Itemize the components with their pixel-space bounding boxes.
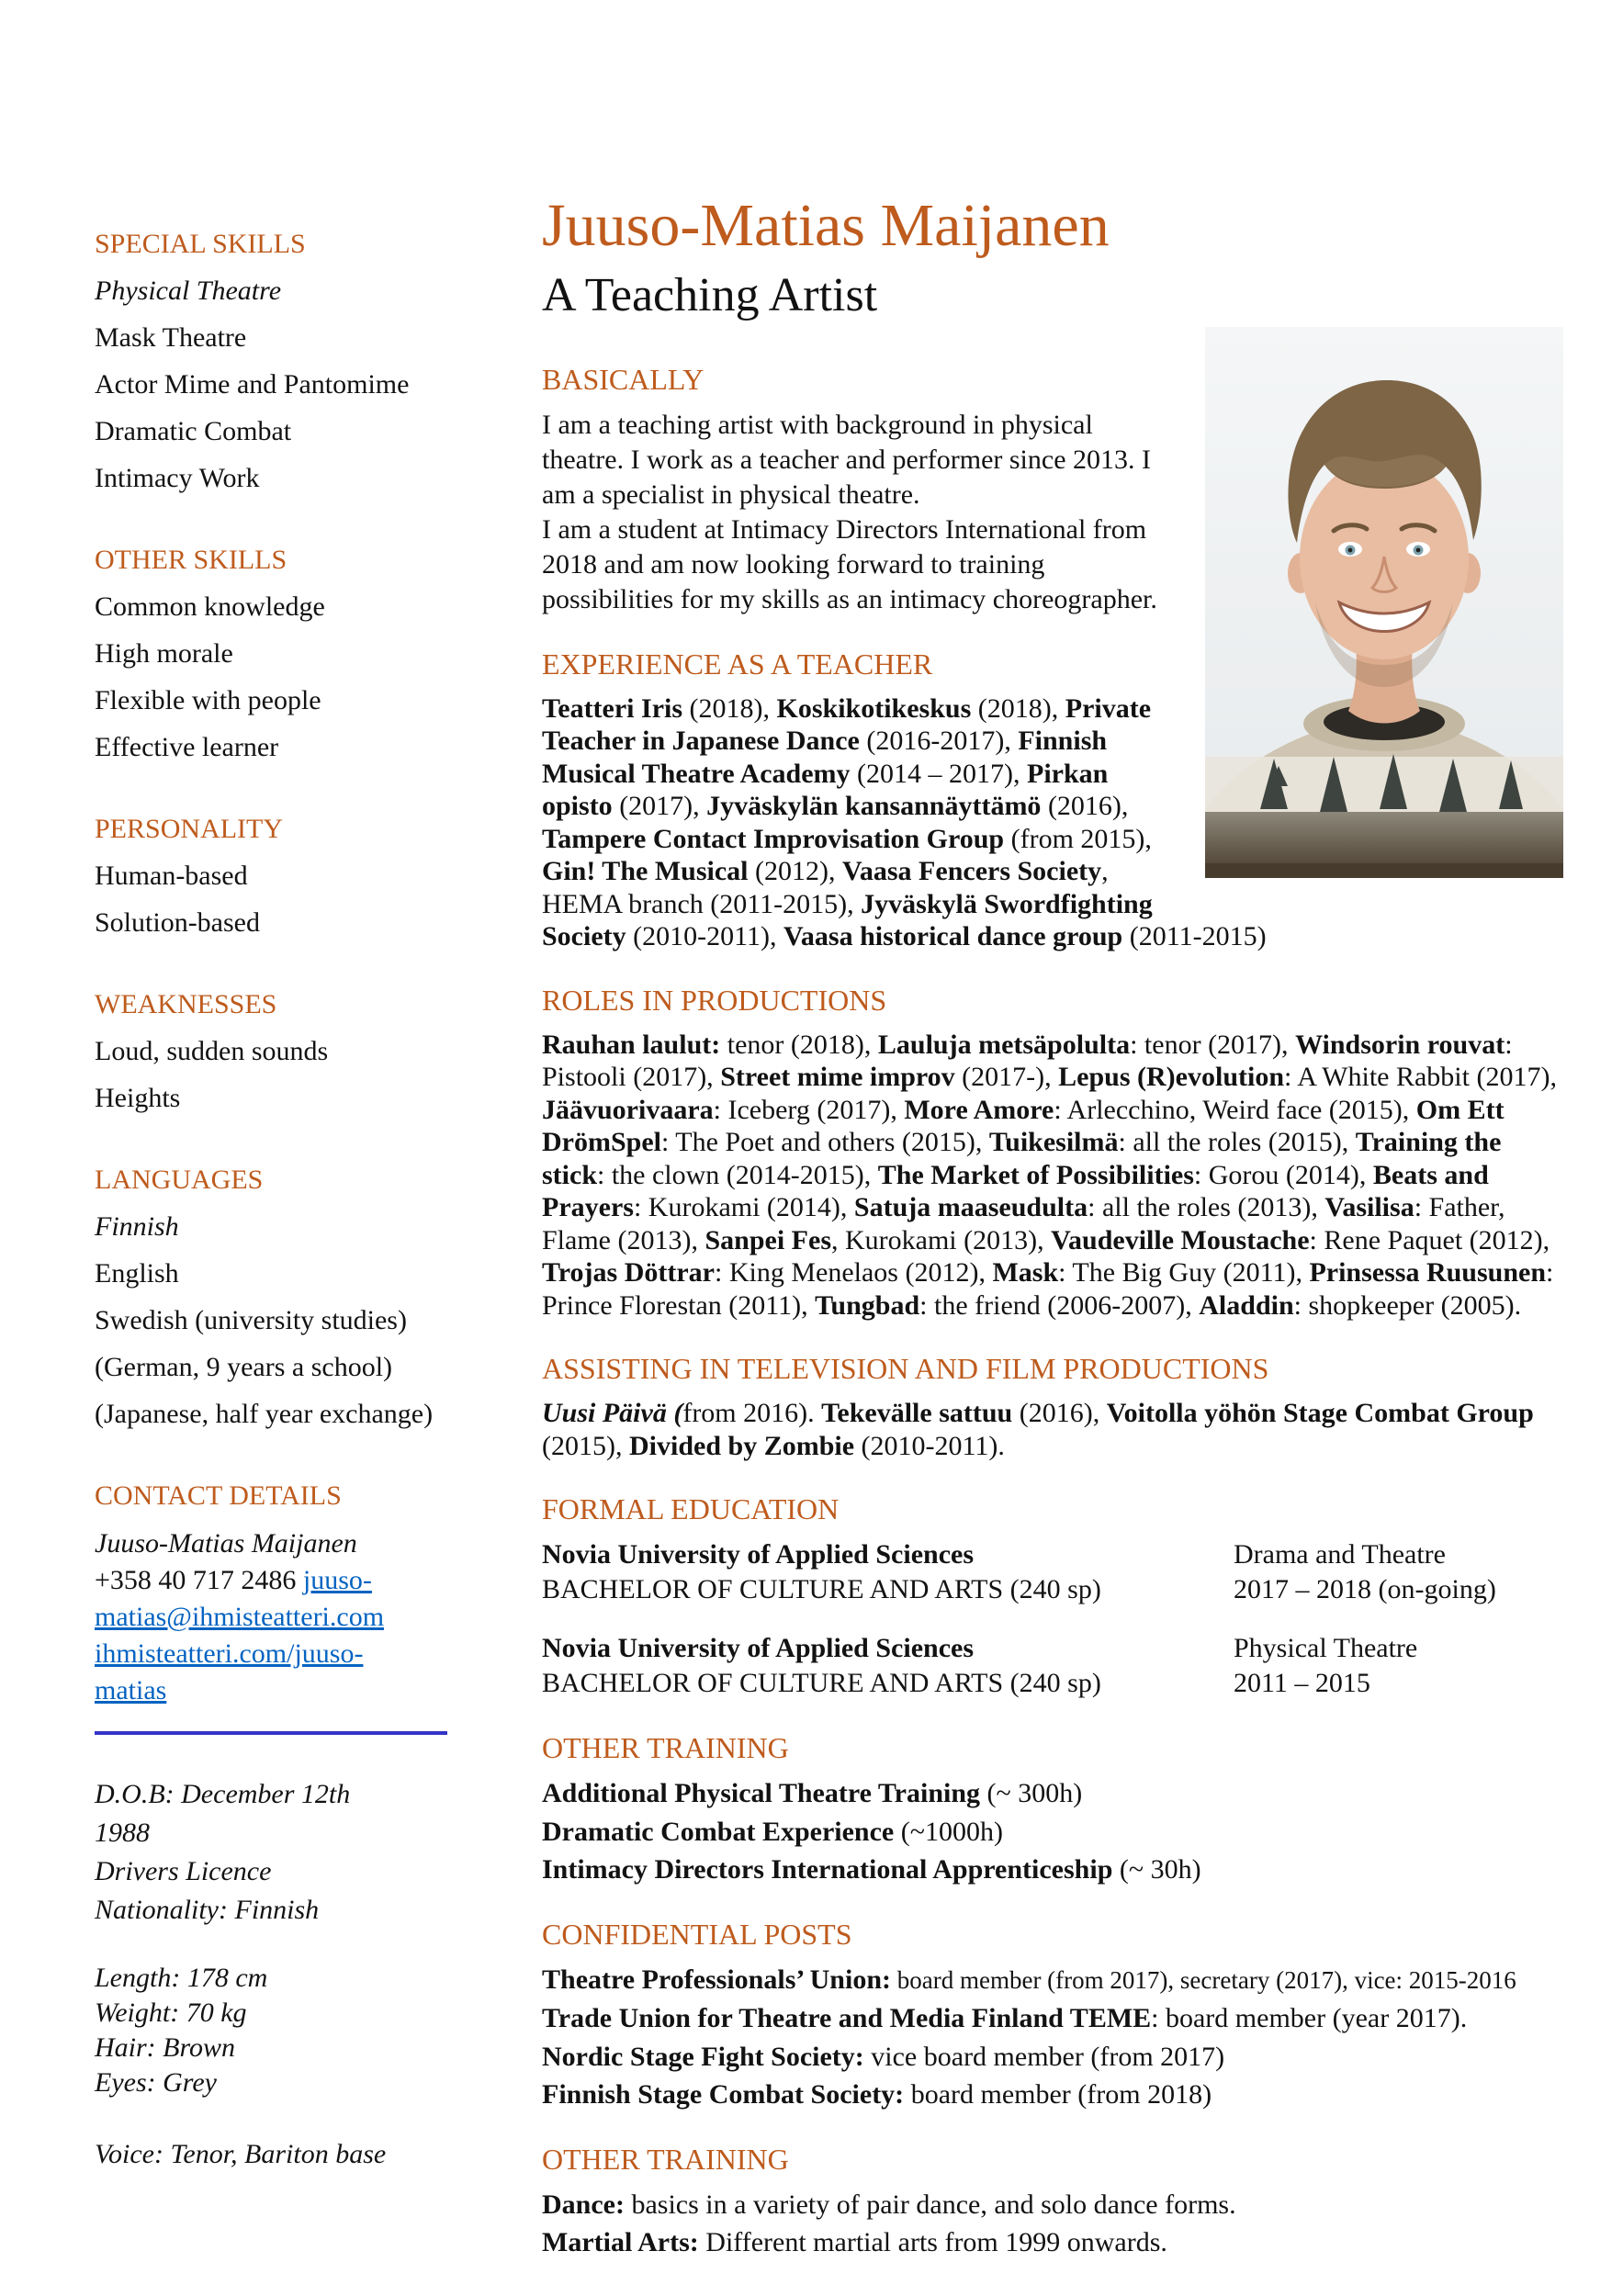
text-segment: Lepus (R)evolution	[1058, 1062, 1285, 1093]
text-segment: Tampere Contact Improvisation Group	[542, 823, 1005, 854]
text-segment: Jyväskylä Swordfighting Society	[542, 888, 1153, 952]
text-segment: Common knowledge	[95, 591, 325, 622]
text-segment: Prinsessa Ruusunen	[1309, 1257, 1547, 1289]
education-school: Novia University of Applied Sciences	[542, 1633, 974, 1664]
text-segment: (2010-2011),	[626, 921, 783, 952]
skill-item	[95, 461, 455, 496]
skill-item	[95, 730, 455, 765]
language-item	[95, 1210, 455, 1244]
licence-nationality-line: Drivers Licence Nationality: Finnish	[95, 1856, 320, 1925]
education-years: 2011 – 2015	[1234, 1668, 1370, 1699]
language-item	[95, 1350, 455, 1385]
personality-item	[95, 859, 455, 894]
text-segment: Dramatic Combat	[95, 416, 292, 446]
text-segment: Vaasa historical dance group	[783, 921, 1123, 952]
education-field: Physical Theatre	[1234, 1633, 1418, 1664]
weight-line: Weight: 70 kg	[95, 1998, 247, 2028]
text-segment: board member (from 2018)	[904, 2079, 1212, 2110]
portrait-photo	[1205, 327, 1563, 878]
text-segment: Martial Arts:	[542, 2227, 699, 2258]
education-left	[542, 1537, 1234, 1607]
length-line: Length: 178 cm	[95, 1963, 268, 1993]
education-right	[1234, 1537, 1563, 1607]
text-segment: (2016),	[1012, 1398, 1107, 1429]
text-segment: Satuja maaseudulta	[853, 1192, 1088, 1223]
education-school: Novia University of Applied Sciences	[542, 1539, 974, 1570]
text-segment: Beats and Prayers	[542, 1159, 1489, 1223]
text-segment: : the friend (2006-2007),	[919, 1289, 1200, 1321]
weakness-item	[95, 1034, 455, 1069]
text-segment: Pirkan opisto	[542, 758, 1109, 822]
confidential-post-line	[542, 2077, 1563, 2112]
text-segment: board member (from 2017), secretary (2017), vice: 2015-2016	[891, 1965, 1516, 1994]
text-segment: (2014 – 2017),	[850, 758, 1028, 789]
text-segment: : The Big Guy (2011),	[1058, 1257, 1310, 1289]
text-segment: Training the stick	[542, 1127, 1502, 1190]
section-heading-other-skills: OTHER SKILLS	[95, 545, 287, 575]
skill-item	[95, 321, 455, 355]
text-segment: Tekevälle sattuu	[821, 1398, 1013, 1429]
other-training-line	[542, 1776, 1563, 1811]
text-segment: : all the roles (2013),	[1088, 1192, 1325, 1223]
page-title: Juuso-Matias Maijanen	[542, 192, 1110, 259]
section-heading-basically: BASICALLY	[542, 362, 704, 396]
main-column	[542, 192, 1563, 2264]
text-segment: Intimacy Work	[95, 463, 260, 493]
sidebar	[95, 228, 455, 2172]
education-degree: BACHELOR OF CULTURE AND ARTS (240 sp)	[542, 1574, 1101, 1605]
section-heading-other-training-2: OTHER TRAINING	[542, 2142, 789, 2176]
portrait-illustration	[1205, 327, 1563, 878]
other-training-line	[542, 2188, 1563, 2223]
text-segment: Actor Mime and Pantomime	[95, 369, 410, 400]
section-heading-experience-teacher: EXPERIENCE AS A TEACHER	[542, 647, 933, 681]
education-field: Drama and Theatre	[1234, 1539, 1446, 1570]
skill-item	[95, 590, 455, 625]
basically-paragraph: I am a student at Intimacy Directors International from 2018 and am now looking forward to training possibilities for my skills as an intimacy choreographer.	[542, 513, 1157, 614]
text-segment: (2016),	[1041, 791, 1129, 822]
text-segment: Theatre Professionals’ Union:	[542, 1964, 891, 1995]
language-item	[95, 1303, 455, 1338]
language-item	[95, 1256, 455, 1291]
text-segment: Voitolla yöhön Stage Combat Group	[1106, 1398, 1534, 1429]
skill-item	[95, 274, 455, 309]
section-heading-weaknesses: WEAKNESSES	[95, 989, 277, 1019]
confidential-post-line	[542, 2040, 1563, 2075]
skill-item	[95, 414, 455, 449]
film-paragraph	[542, 1397, 1563, 1462]
text-segment: Loud, sudden sounds	[95, 1036, 329, 1066]
text-segment: : A White Rabbit (2017),	[1284, 1062, 1557, 1093]
education-left	[542, 1631, 1234, 1701]
text-segment: High morale	[95, 638, 233, 669]
text-segment: Koskikotikeskus	[776, 692, 972, 724]
voice-line: Voice: Tenor, Bariton base	[95, 2139, 387, 2169]
section-heading-personality: PERSONALITY	[95, 814, 284, 844]
text-segment: : the clown (2014-2015),	[597, 1159, 878, 1190]
text-segment: Finnish	[95, 1211, 179, 1242]
text-segment: English	[95, 1258, 179, 1289]
section-heading-confidential-posts: CONFIDENTIAL POSTS	[542, 1917, 852, 1951]
text-segment: (2017),	[612, 791, 707, 822]
hair-line: Hair: Brown	[95, 2032, 236, 2063]
text-segment: (2012),	[748, 856, 842, 887]
sidebar-divider-rule	[95, 1731, 447, 1735]
text-segment: Finnish Musical Theatre Academy	[542, 726, 1108, 789]
text-segment: : Kurokami (2014),	[633, 1192, 854, 1223]
text-segment: Jyväskylän kansannäyttämö	[706, 791, 1042, 822]
section-heading-formal-education: FORMAL EDUCATION	[542, 1492, 840, 1526]
text-segment: Solution-based	[95, 907, 260, 938]
education-years: 2017 – 2018 (on-going)	[1234, 1574, 1496, 1605]
text-segment: Street mime improv	[720, 1062, 955, 1093]
text-segment: : Rene Paquet (2012),	[1309, 1224, 1550, 1255]
section-heading-film: ASSISTING IN TELEVISION AND FILM PRODUCTIONS	[542, 1352, 1269, 1386]
text-segment: Om Ett DrömSpel	[542, 1094, 1505, 1158]
text-segment: basics in a variety of pair dance, and solo dance forms.	[624, 2189, 1236, 2220]
text-segment: from 2016).	[682, 1398, 822, 1429]
text-segment: , HEMA branch (2011-2015),	[542, 856, 1109, 919]
text-segment: Vaasa Fencers Society	[841, 856, 1102, 887]
text-segment: : shopkeeper (2005).	[1293, 1289, 1522, 1321]
contact-email-link[interactable]: juuso-matias@ihmisteatteri.com	[95, 1565, 385, 1632]
skill-item	[95, 636, 455, 671]
text-segment: Nordic Stage Fight Society:	[542, 2041, 864, 2072]
language-item	[95, 1397, 455, 1432]
contact-website-link[interactable]: ihmisteatteri.com/juuso-matias	[95, 1638, 364, 1705]
text-segment: Gin! The Musical	[542, 856, 749, 887]
text-segment: (~1000h)	[894, 1816, 1003, 1847]
text-segment: Tuikesilmä	[988, 1127, 1119, 1158]
education-row	[542, 1537, 1563, 1607]
text-segment: (~ 300h)	[980, 1778, 1083, 1809]
eyes-line: Eyes: Grey	[95, 2067, 217, 2098]
text-segment: (2018),	[682, 692, 777, 724]
contact-block	[95, 1525, 411, 1709]
text-segment: Trade Union for Theatre and Media Finland TEME	[542, 2003, 1152, 2034]
text-segment: (2010-2011).	[854, 1430, 1005, 1461]
text-segment: : Prince Florestan (2011),	[542, 1257, 1554, 1321]
text-segment: : tenor (2017),	[1130, 1029, 1296, 1060]
section-heading-special-skills: SPECIAL SKILLS	[95, 229, 306, 259]
confidential-post-line	[542, 1963, 1563, 1998]
text-segment: Vasilisa	[1324, 1192, 1414, 1223]
text-segment: : Pistooli (2017),	[542, 1029, 1513, 1093]
text-segment: (2015),	[542, 1430, 629, 1461]
text-segment: Trojas Döttrar	[542, 1257, 715, 1289]
text-segment: : all the roles (2015),	[1118, 1127, 1356, 1158]
contact-phone: +358 40 717 2486	[95, 1565, 297, 1595]
education-right	[1234, 1631, 1563, 1701]
text-segment: Vaudeville Moustache	[1051, 1224, 1310, 1255]
dob-line: D.O.B: December 12th 1988	[95, 1779, 351, 1848]
text-segment: Rauhan laulut:	[542, 1029, 721, 1060]
other-training-line	[542, 2225, 1563, 2260]
text-segment: (~ 30h)	[1112, 1854, 1201, 1885]
text-segment: Finnish Stage Combat Society:	[542, 2079, 905, 2110]
text-segment: : Gorou (2014),	[1193, 1159, 1373, 1190]
contact-name: Juuso-Matias Maijanen	[95, 1528, 357, 1559]
text-segment: Sanpei Fes	[704, 1224, 831, 1255]
text-segment: Dramatic Combat Experience	[542, 1816, 895, 1847]
text-segment: : Father, Flame (2013),	[542, 1192, 1505, 1255]
text-segment: (2017-),	[954, 1062, 1059, 1093]
text-segment: (2016-2017),	[859, 726, 1019, 757]
text-segment: : The Poet and others (2015),	[661, 1127, 989, 1158]
text-segment: Human-based	[95, 861, 248, 891]
text-segment: Lauluja metsäpolulta	[877, 1029, 1131, 1060]
weakness-item	[95, 1081, 455, 1116]
text-segment: (Japanese, half year exchange)	[95, 1399, 434, 1429]
education-degree: BACHELOR OF CULTURE AND ARTS (240 sp)	[542, 1668, 1101, 1699]
text-segment: Aladdin	[1199, 1289, 1294, 1321]
text-segment: Additional Physical Theatre Training	[542, 1778, 981, 1809]
text-segment: Uusi Päivä (	[542, 1398, 683, 1429]
page-subtitle: A Teaching Artist	[542, 269, 878, 322]
text-segment: (from 2015),	[1004, 823, 1152, 854]
section-heading-languages: LANGUAGES	[95, 1165, 264, 1195]
text-segment: Tungbad	[815, 1289, 920, 1321]
text-segment: Mask	[992, 1257, 1059, 1289]
text-segment: Physical Theatre	[95, 276, 282, 306]
text-segment: Heights	[95, 1083, 181, 1113]
text-segment: : King Menelaos (2012),	[715, 1257, 993, 1289]
text-segment: Jäävuorivaara	[542, 1094, 714, 1125]
text-segment: Private Teacher in Japanese Dance	[542, 692, 1152, 757]
text-segment: (German, 9 years a school)	[95, 1352, 393, 1382]
text-segment: (2011-2015)	[1122, 921, 1267, 952]
roles-paragraph	[542, 1029, 1563, 1322]
text-segment: Intimacy Directors International Apprenticeship	[542, 1854, 1113, 1885]
skill-item	[95, 367, 455, 402]
skill-item	[95, 683, 455, 718]
other-training-line	[542, 1815, 1563, 1850]
text-segment: : Arlecchino, Weird face (2015),	[1054, 1094, 1416, 1125]
personality-item	[95, 906, 455, 940]
text-segment: (2018),	[971, 692, 1065, 724]
section-heading-roles: ROLES IN PRODUCTIONS	[542, 983, 887, 1017]
basically-paragraph: I am a teaching artist with background in physical theatre. I work as a teacher and performer since 2013. I am a specialist in physical theatre.	[542, 409, 1152, 510]
text-segment: Flexible with people	[95, 685, 321, 715]
text-segment: Effective learner	[95, 732, 279, 762]
section-heading-contact-details: CONTACT DETAILS	[95, 1480, 342, 1511]
text-segment: Dance:	[542, 2189, 625, 2220]
text-segment: Swedish (university studies)	[95, 1305, 407, 1335]
text-segment: vice board member (from 2017)	[863, 2041, 1225, 2072]
text-segment: Different martial arts from 1999 onwards.	[698, 2227, 1167, 2258]
text-segment: Teatteri Iris	[542, 692, 683, 724]
text-segment: More Amore	[904, 1094, 1054, 1125]
text-segment: The Market of Possibilities	[877, 1159, 1194, 1190]
section-heading-other-training: OTHER TRAINING	[542, 1731, 789, 1765]
text-segment: Mask Theatre	[95, 322, 247, 353]
text-segment: Windsorin rouvat	[1295, 1029, 1505, 1060]
confidential-post-line	[542, 2001, 1563, 2036]
text-segment: tenor (2018),	[720, 1029, 878, 1060]
text-segment: Divided by Zombie	[628, 1430, 855, 1461]
text-segment: : board member (year 2017).	[1151, 2003, 1468, 2034]
text-segment: , Kurokami (2013),	[831, 1224, 1052, 1255]
other-training-line	[542, 1852, 1563, 1887]
education-row	[542, 1631, 1563, 1701]
text-segment: : Iceberg (2017),	[713, 1094, 905, 1125]
